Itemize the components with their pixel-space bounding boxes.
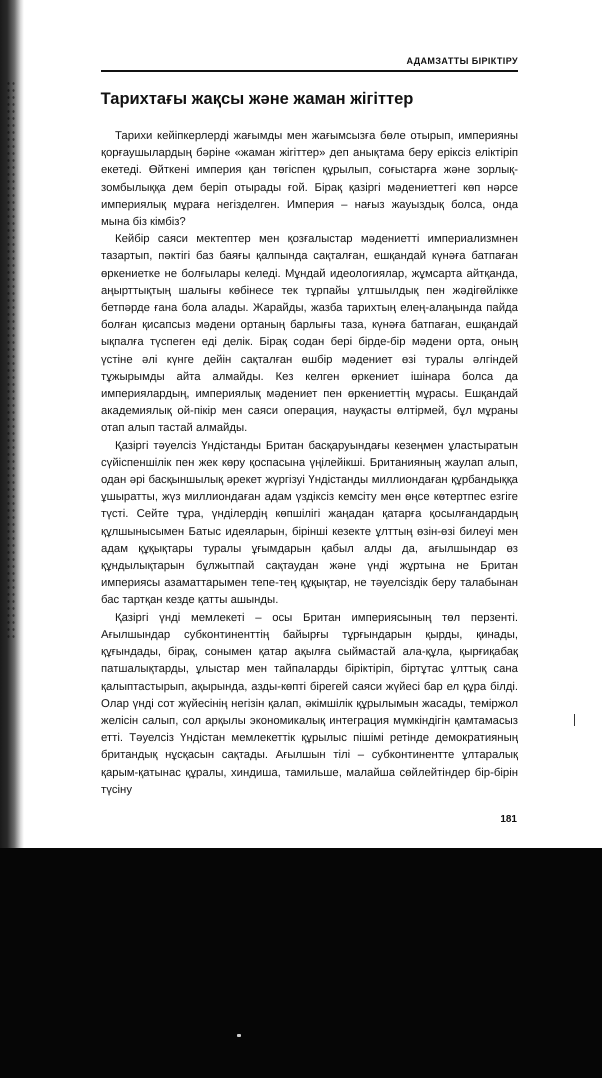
header-rule — [101, 70, 518, 72]
running-header: АДАМЗАТТЫ БІРІКТІРУ — [406, 56, 518, 66]
paragraph: Қазіргі үнді мемлекеті – осы Британ империясының төл перзенті. Ағылшындар субконтиненттің байырғы тұрғындарын қырды, қинады, құғындады, бірақ, сонымен қатар ақылға сыймастай ала-құла, қырғиқабақ патшалықтарды, ұлыстар мен тайпаларды біріктіріп, біртұтас ұлттық сана қалыптастырып, ақырында, азды-көпті бірегей саяси жүйесі бар ел құра білді. Олар үнді сот жүйесінің негізін қалап, әкімшілік құрылымын жасады, теміржол желісін салып, сол арқылы экономикалық интеграция мүмкіндігін қамтамасыз етті. Тәуелсіз Үндістан мемлекеттік құрылыс пішімі ретінде демократияның британдық нұсқасын сақтады. Ағылшын тілі – субконтинентте ұлтаралық қарым-қатынас құралы, хиндиша, тамильше, малайша сөйлейтіндер бір-бірін түсіну — [101, 611, 518, 796]
scan-noise — [6, 80, 16, 640]
book-spine-shadow — [0, 0, 24, 848]
page-title: Тарихтағы жақсы және жаман жігіттер — [100, 90, 414, 108]
margin-mark — [574, 714, 575, 726]
page-number: 181 — [500, 814, 517, 825]
paragraph: Қазіргі тәуелсіз Үндістанды Британ басқаруындағы кезеңмен ұластыратын сүйіспеншілік пен жек көру қоспасына үңілейікші. Британияның жаулап алып, одан әрі басқыншылық әрекет жүргізуі Үндістанды миллиондаған құрбандыққа ұшыратты, жүз миллиондаған адам үздіксіз кемсіту мен өңсе көтертпес езгіге түсті. Сейте тұра, үнділердің көпшілігі жаңадан қатарға қосылғандардың құлшынысымен Батыс идеяларын, бірінші кезекте ұлттың өзін-өзі билеуі мен адам құқықтары туралы ұғымдарын қабыл алды да, ағылшындар өз құндылықтарын бұлжытпай сақтаудан және үнді жұртына не Британ империясы азаматтарымен тепе-тең құқықтар, не тәуелсіздік беру талабынан бас тартқан кезде қатты ашынды. — [101, 439, 518, 607]
scan-bottom-black-area — [0, 848, 602, 1078]
paragraph: Кейбір саяси мектептер мен қозғалыстар мәдениетті империализмнен тазартып, пәктігі баз баяғы қалпында сақталған, ешқандай күнәға батпаған өркениетке не болғылары келеді. Мұндай идеологиялар, жұмсарта айтқанда, аңырттықтың шалығы көбінесе тек тұрпайы ұлтшылдық пен жәдігөйлікке бетпәрде ғана бола алады. Жарайды, жазба тарихтың елең-алаңында пайда болған қисапсыз мәдени ортаның барлығы таза, күнәға батпаған, ешқандай ықпалға түспеген еді делік. Бірақ содан бері бірде-бір мәдени орта, оның үстіне әлі күнге дейін сақталған өшбір мәдениет өзі туралы әлгіндей тұжырымды айта алмайды. Кез келген өркениет ішінара болса да империялардың, империялық мәдениет пен өркениеттің мұрасы. Ешқандай академиялық ой-пікір мен саяси операция, науқасты өлтірмей, бұл мұраны отап алып тастай алмайды. — [101, 233, 518, 435]
body-text — [101, 128, 518, 799]
scan-speck — [237, 1034, 241, 1037]
paragraph: Тарихи кейіпкерлерді жағымды мен жағымсызға бөле отырып, империяны қорғаушылардың бәріне «жаман жігіттер» деп анықтама беру еріксіз еліктіріп екетеді. Өйткені империя қан төгіспен құрылып, соғыстарға және зорлық-зомбылыққа дем беріп отырады ғой. Бірақ қазіргі мәдениеттегі көп нәрсе империялық мұраға негізделген. Империя – нағыз жауыздық болса, онда мына біз кімбіз? — [101, 130, 518, 229]
